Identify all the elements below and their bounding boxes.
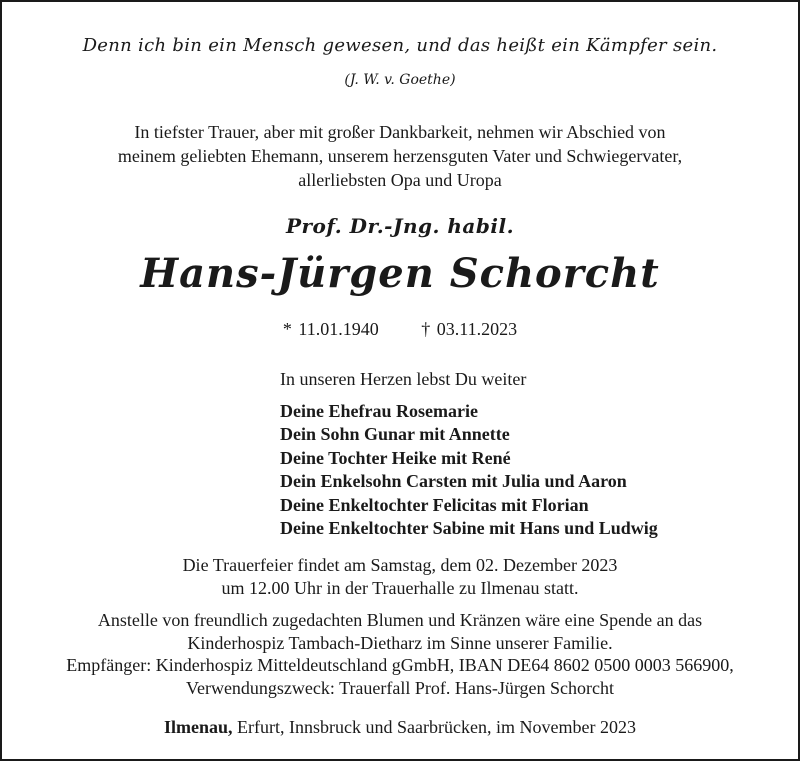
deceased-name: Hans-Jürgen Schorcht <box>140 250 660 297</box>
donation-line: Empfänger: Kinderhospiz Mitteldeutschland gGmbH, IBAN DE64 8602 0500 0003 566900, <box>66 655 734 675</box>
donation-line: Anstelle von freundlich zugedachten Blumen und Kränzen wäre eine Spende an das <box>97 610 703 630</box>
donation-info <box>2 609 798 699</box>
family-member: Dein Enkelsohn Carsten mit Julia und Aaron <box>280 471 627 492</box>
family-member: Deine Enkeltochter Sabine mit Hans und Ludwig <box>280 518 658 539</box>
quote-source: (J. W. v. Goethe) <box>344 72 456 88</box>
closing-line <box>2 717 798 738</box>
quote-text: Denn ich bin ein Mensch gewesen, und das heißt ein Kämpfer sein. <box>82 35 718 56</box>
family-member: Deine Tochter Heike mit René <box>280 447 511 468</box>
funeral-line: um 12.00 Uhr in der Trauerhalle zu Ilmenau statt. <box>221 578 579 598</box>
funeral-info <box>2 554 798 600</box>
family-list <box>280 400 658 540</box>
death-date: † 03.11.2023 <box>421 319 518 339</box>
intro-text <box>2 120 798 192</box>
closing-rest: Erfurt, Innsbruck und Saarbrücken, im November 2023 <box>232 717 636 737</box>
academic-title: Prof. Dr.-Jng. habil. <box>285 214 515 238</box>
intro-line: allerliebsten Opa und Uropa <box>298 170 502 190</box>
motto-text: In unseren Herzen lebst Du weiter <box>280 369 527 389</box>
life-dates <box>2 319 798 340</box>
family-member: Dein Sohn Gunar mit Annette <box>280 424 510 445</box>
funeral-line: Die Trauerfeier findet am Samstag, dem 02. Dezember 2023 <box>182 555 618 575</box>
family-member: Deine Enkeltochter Felicitas mit Florian <box>280 494 589 515</box>
intro-line: meinem geliebten Ehemann, unserem herzensguten Vater und Schwiegervater, <box>117 146 683 166</box>
donation-line: Kinderhospiz Tambach-Dietharz im Sinne unserer Familie. <box>187 632 613 653</box>
donation-line: Verwendungszweck: Trauerfall Prof. Hans-Jürgen Schorcht <box>185 677 615 698</box>
birth-date: * 11.01.1940 <box>282 319 379 339</box>
family-member: Deine Ehefrau Rosemarie <box>280 401 478 421</box>
intro-line: In tiefster Trauer, aber mit großer Dankbarkeit, nehmen wir Abschied von <box>134 122 666 142</box>
closing-city: Ilmenau, <box>164 717 233 737</box>
